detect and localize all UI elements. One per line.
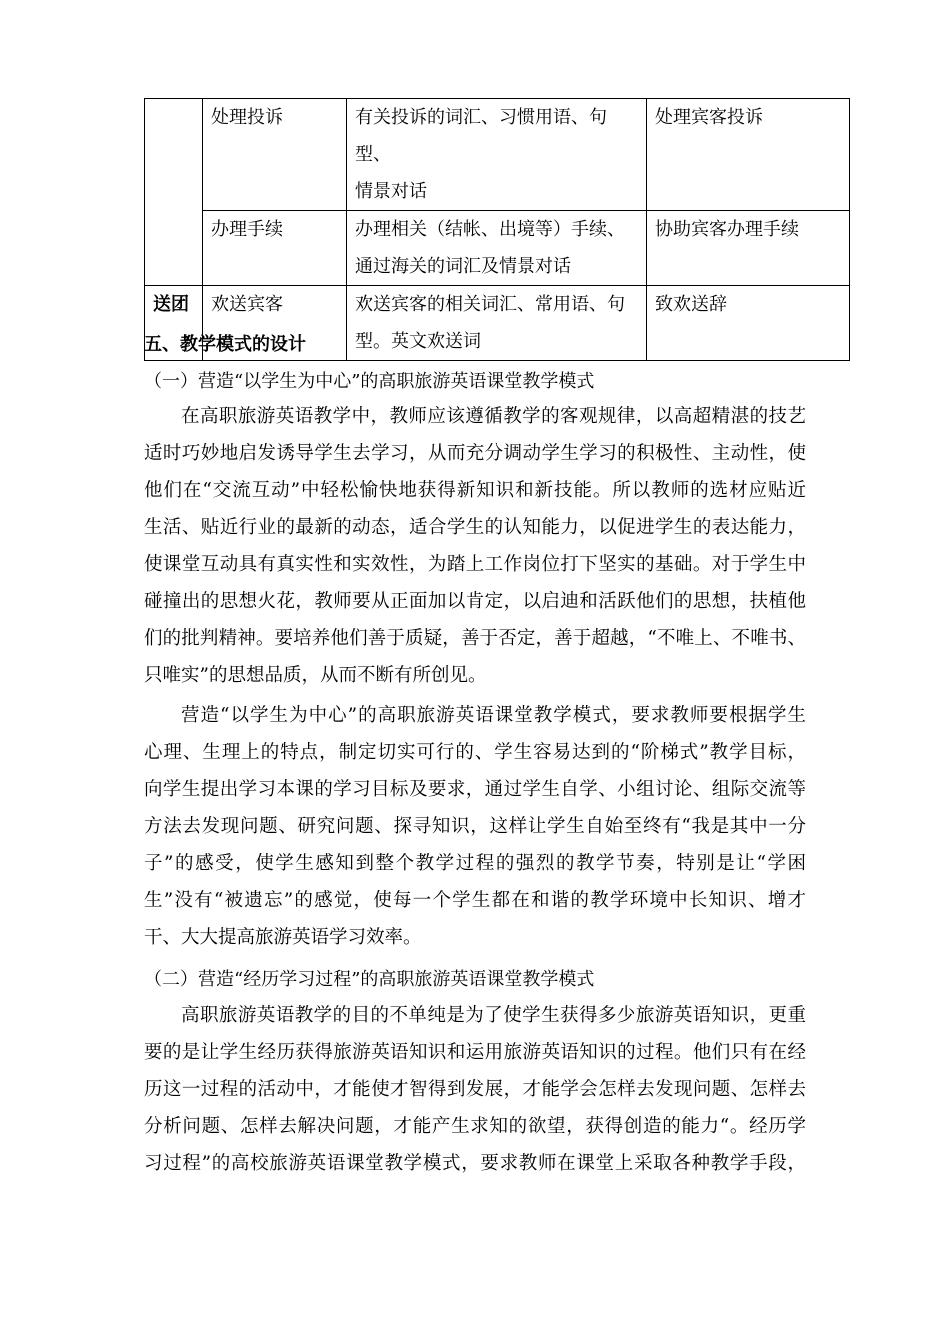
content-line: 通过海关的词汇及情景对话 [355,256,571,277]
text-line: 心理、生理上的特点，制定切实可行的、学生容易达到的“阶梯式”教学目标， [144,742,806,763]
table-row [145,99,850,211]
content-cell [347,286,647,361]
content-line: 办理相关（结帐、出境等）手续、 [355,219,625,240]
paragraph-1 [144,398,806,694]
text-line: 使课堂互动具有真实性和实效性，为踏上工作岗位打下坚实的基础。对于学生中 [144,554,806,575]
stage-cell: 送团 [145,286,203,361]
text-line: 生活、贴近行业的最新的动态，适合学生的认知能力，以促进学生的表达能力， [144,517,806,538]
content-line: 有关投诉的词汇、习惯用语、句型、 [355,107,607,165]
content-cell [347,211,647,286]
subsection-heading-1: （一）营造“以学生为中心”的高职旅游英语课堂教学模式 [144,371,595,392]
text-line: 子”的感受，使学生感知到整个教学过程的强烈的教学节奏，特别是让“学困 [144,853,806,874]
text-line: 分析问题、怎样去解决问题，才能产生求知的欲望，获得创造的能力“。经历学 [144,1116,806,1137]
text-line: 碰撞出的思想火花，教师要从正面加以肯定，以启迪和活跃他们的思想，扶植他 [144,591,806,612]
text-line: 习过程”的高校旅游英语课堂教学模式，要求教师在课堂上采取各种教学手段， [144,1153,806,1174]
content-line: 型。英文欢送词 [355,331,481,352]
text-line: 高职旅游英语教学的目的不单纯是为了使学生获得多少旅游英语知识，更重 [181,1005,806,1026]
text-line: 只唯实”的思想品质，从而不断有所创见。 [144,665,487,686]
subsection-heading-2: （二）营造“经历学习过程”的高职旅游英语课堂教学模式 [144,969,595,990]
text-line: 生”没有“被遗忘”的感觉，使每一个学生都在和谐的教学环境中长知识、增才 [144,890,806,911]
section-heading: 五、教学模式的设计 [144,334,306,355]
content-cell [347,99,647,211]
topic-cell: 处理投诉 [203,99,347,211]
text-line: 在高职旅游英语教学中，教师应该遵循教学的客观规律，以高超精湛的技艺 [181,406,806,427]
skill-cell: 协助宾客办理手续 [647,211,850,286]
content-line: 欢送宾客的相关词汇、常用语、句 [355,294,625,315]
text-line: 要的是让学生经历获得旅游英语知识和运用旅游英语知识的过程。他们只有在经 [144,1042,806,1063]
paragraph-3 [144,997,806,1182]
text-line: 营造“以学生为中心”的高职旅游英语课堂教学模式，要求教师要根据学生 [181,705,806,726]
content-line: 情景对话 [355,181,427,202]
stage-cell [145,99,203,286]
text-line: 他们在“交流互动”中轻松愉快地获得新知识和新技能。所以教师的选材应贴近 [144,480,806,501]
topic-cell: 办理手续 [203,211,347,286]
text-line: 适时巧妙地启发诱导学生去学习，从而充分调动学生学习的积极性、主动性，使 [144,443,806,464]
skill-cell: 处理宾客投诉 [647,99,850,211]
text-line: 向学生提出学习本课的学习目标及要求，通过学生自学、小组讨论、组际交流等 [144,779,806,800]
curriculum-table [144,98,850,361]
topic-cell: 欢送宾客 [203,286,347,361]
text-line: 们的批判精神。要培养他们善于质疑，善于否定，善于超越，“不唯上、不唯书、 [144,628,806,649]
text-line: 历这一过程的活动中，才能使才智得到发展，才能学会怎样去发现问题、怎样去 [144,1079,806,1100]
text-line: 方法去发现问题、研究问题、探寻知识，这样让学生自始至终有“我是其中一分 [144,816,806,837]
table-row [145,211,850,286]
text-line: 干、大大提高旅游英语学习效率。 [144,927,422,948]
skill-cell: 致欢送辞 [647,286,850,361]
paragraph-2 [144,697,806,956]
